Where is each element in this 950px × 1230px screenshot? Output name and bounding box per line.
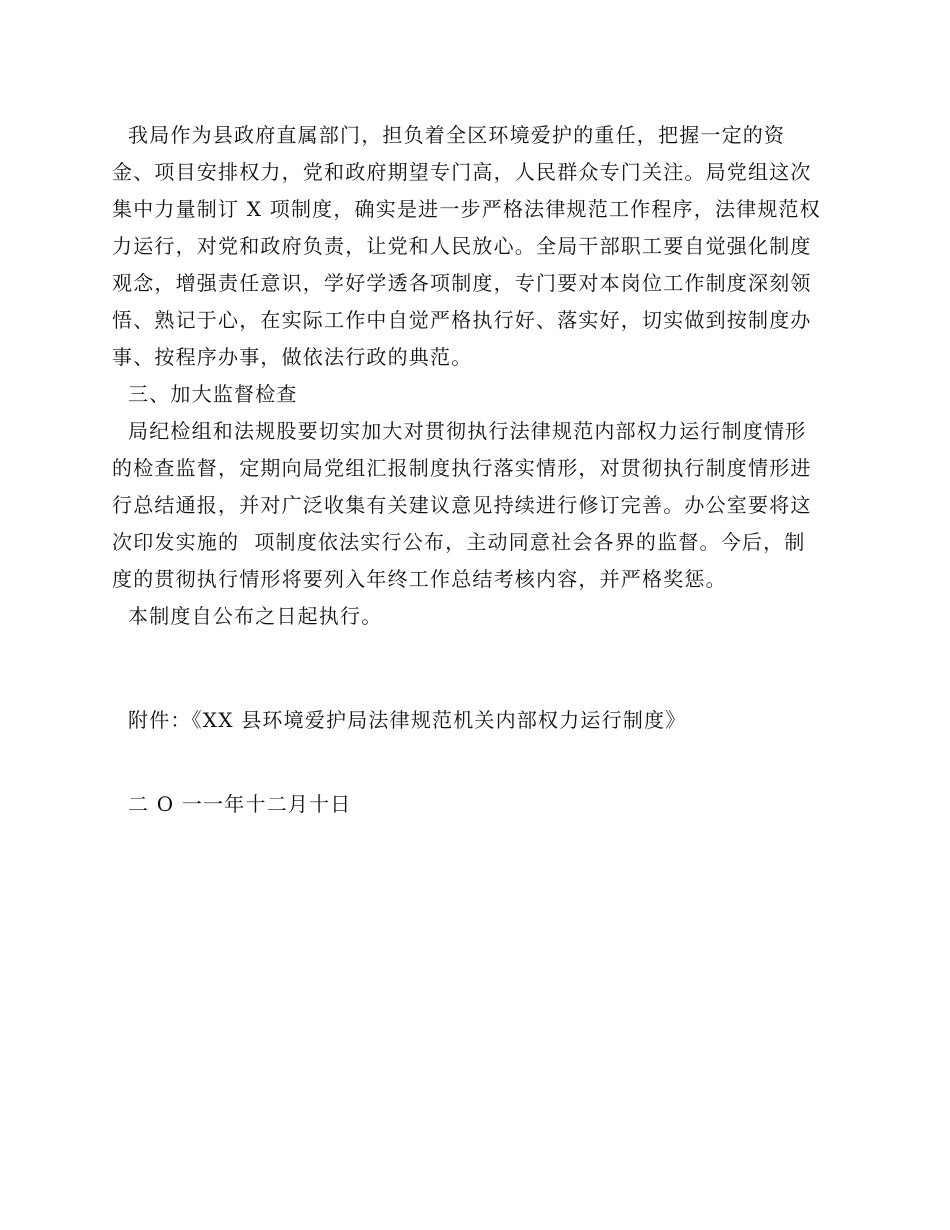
- text-line: 悟、熟记于心，在实际工作中自觉严格执行好、落实好，切实做到按制度办: [112, 308, 812, 332]
- document-date: 二 O 一一年十二月十日: [128, 792, 352, 816]
- text-line: 度的贯彻执行情形将要列入年终工作总结考核内容，并严格奖惩。: [112, 567, 727, 591]
- text-line: 力运行，对党和政府负责，让党和人民放心。全局干部职工要自觉强化制度: [112, 234, 812, 258]
- text-line: 行总结通报，并对广泛收集有关建议意见持续进行修订完善。办公室要将这: [112, 493, 812, 517]
- text-line: 事、按程序办事，做依法行政的典范。: [112, 345, 473, 369]
- text-line: 集中力量制订 X 项制度，确实是进一步严格法律规范工作程序，法律规范权: [112, 197, 821, 221]
- text-line: 金、项目安排权力，党和政府期望专门高，人民群众专门关注。局党组这次: [112, 160, 812, 184]
- text-line: 我局作为县政府直属部门，担负着全区环境爱护的重任，把握一定的资: [128, 123, 786, 147]
- body-paragraph-2: [112, 413, 832, 598]
- effective-statement: 本制度自公布之日起执行。: [128, 604, 383, 628]
- text-line: 的检查监督，定期向局党组汇报制度执行落实情形，对贯彻执行制度情形进: [112, 456, 812, 480]
- attachment-line: 附件：《XX 县环境爱护局法律规范机关内部权力运行制度》: [128, 708, 687, 732]
- body-paragraph-1: [112, 117, 832, 376]
- text-line: 局纪检组和法规股要切实加大对贯彻执行法律规范内部权力运行制度情形: [128, 419, 807, 443]
- section-heading-3: 三、加大监督检查: [128, 382, 298, 406]
- text-line: 次印发实施的 项制度依法实行公布，主动同意社会各界的监督。今后，制: [112, 530, 806, 554]
- text-line: 观念，增强责任意识，学好学透各项制度，专门要对本岗位工作制度深刻领: [112, 271, 812, 295]
